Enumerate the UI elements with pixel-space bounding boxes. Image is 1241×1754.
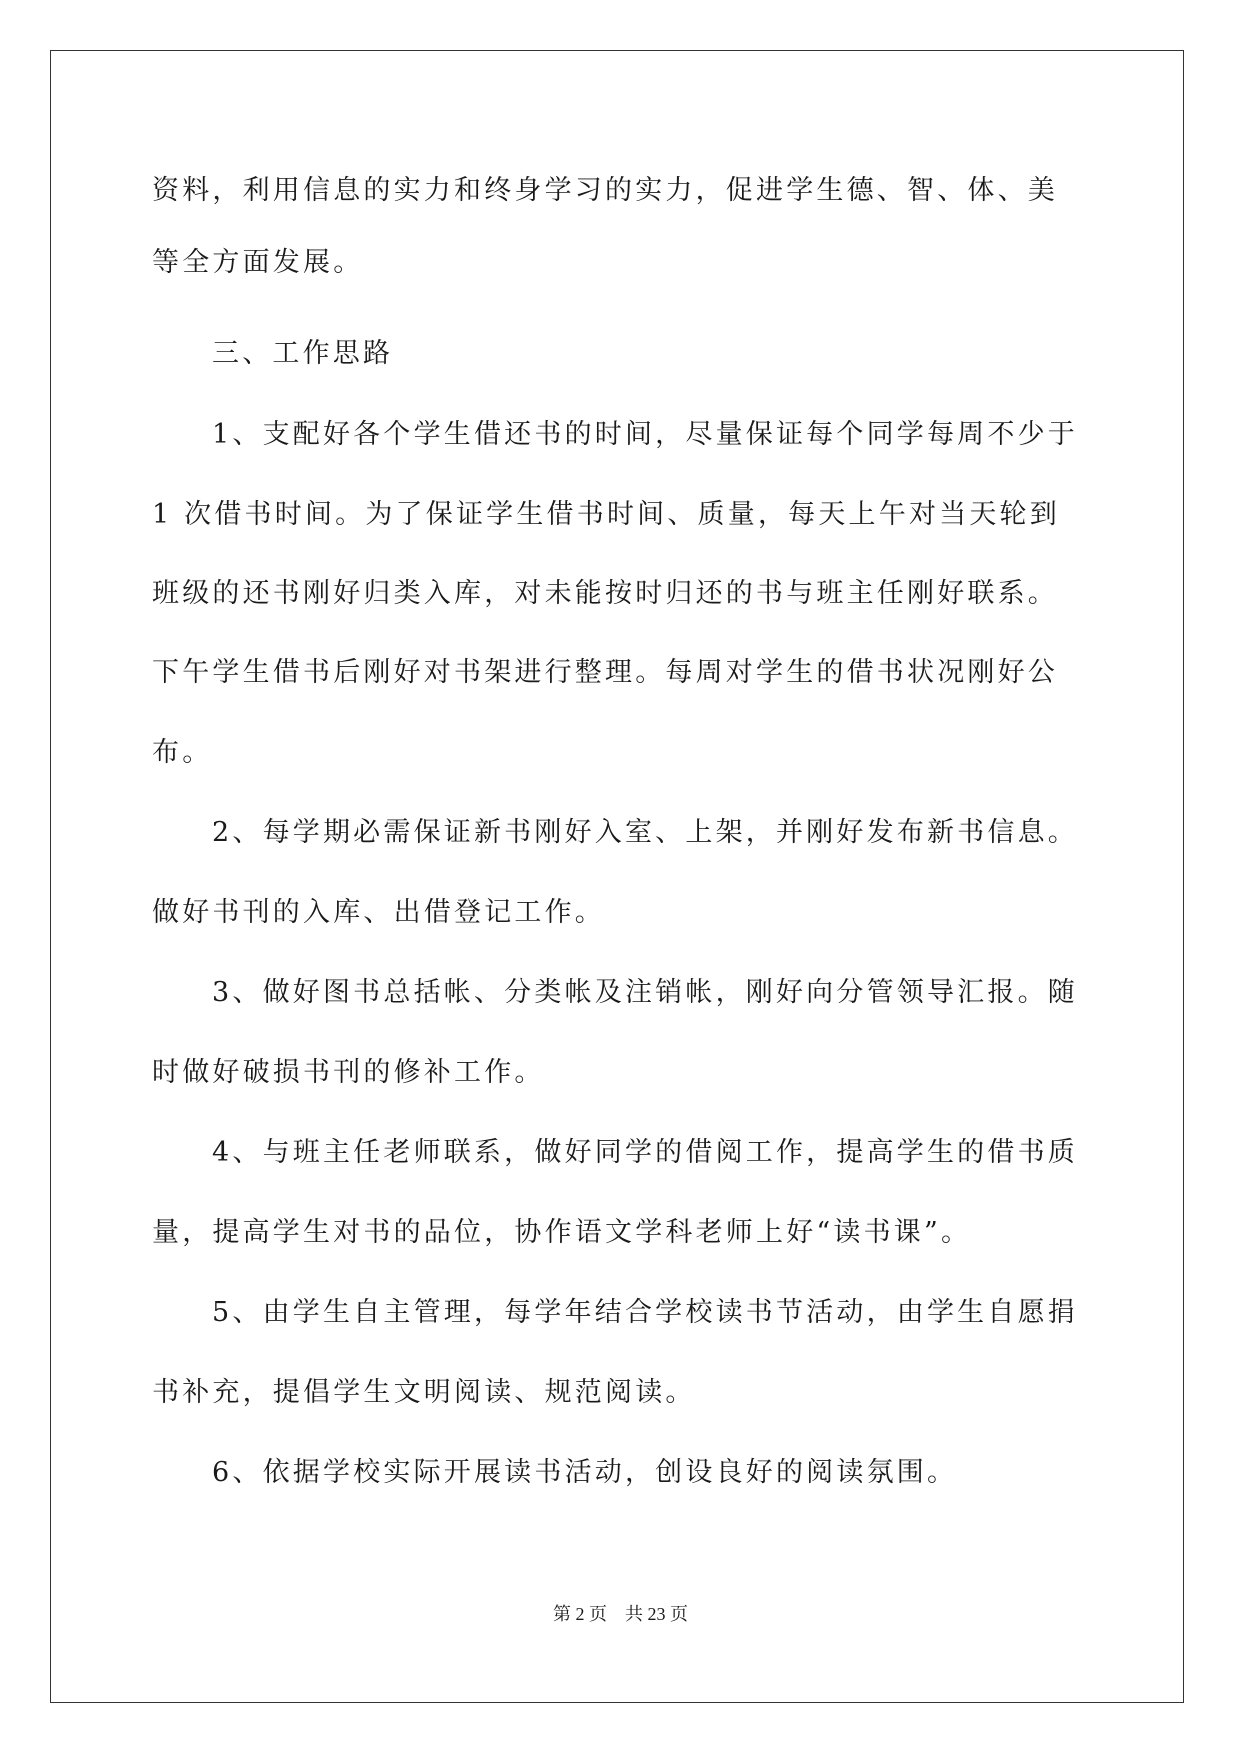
text-line: 5、由学生自主管理，每学年结合学校读书节活动，由学生自愿捐 bbox=[212, 1297, 1078, 1328]
text-line: 时做好破损书刊的修补工作。 bbox=[152, 1057, 545, 1088]
text-line: 6、依据学校实际开展读书活动，创设良好的阅读氛围。 bbox=[212, 1457, 958, 1488]
text-line: 等全方面发展。 bbox=[152, 247, 364, 278]
text-line: 班级的还书刚好归类入库，对未能按时归还的书与班主任刚好联系。 bbox=[152, 578, 1058, 609]
page-footer bbox=[0, 1600, 1241, 1626]
section-heading: 三、工作思路 bbox=[212, 338, 394, 369]
text-line: 2、每学期必需保证新书刚好入室、上架，并刚好发布新书信息。 bbox=[212, 817, 1078, 848]
text-line: 下午学生借书后刚好对书架进行整理。每周对学生的借书状况刚好公 bbox=[152, 657, 1058, 688]
text-line: 资料，利用信息的实力和终身学习的实力，促进学生德、智、体、美 bbox=[152, 175, 1058, 206]
text-line: 1 次借书时间。为了保证学生借书时间、质量，每天上午对当天轮到 bbox=[152, 499, 1060, 530]
text-line: 4、与班主任老师联系，做好同学的借阅工作，提高学生的借书质 bbox=[212, 1137, 1078, 1168]
text-line: 量，提高学生对书的品位，协作语文学科老师上好“读书课”。 bbox=[152, 1217, 972, 1248]
text-line: 1、支配好各个学生借还书的时间，尽量保证每个同学每周不少于 bbox=[212, 419, 1078, 450]
text-line: 布。 bbox=[152, 737, 213, 768]
text-line: 3、做好图书总括帐、分类帐及注销帐，刚好向分管领导汇报。随 bbox=[212, 977, 1078, 1008]
page-number: 第 2 页 共 23 页 bbox=[553, 1604, 688, 1624]
text-line: 书补充，提倡学生文明阅读、规范阅读。 bbox=[152, 1377, 696, 1408]
text-line: 做好书刊的入库、出借登记工作。 bbox=[152, 897, 605, 928]
